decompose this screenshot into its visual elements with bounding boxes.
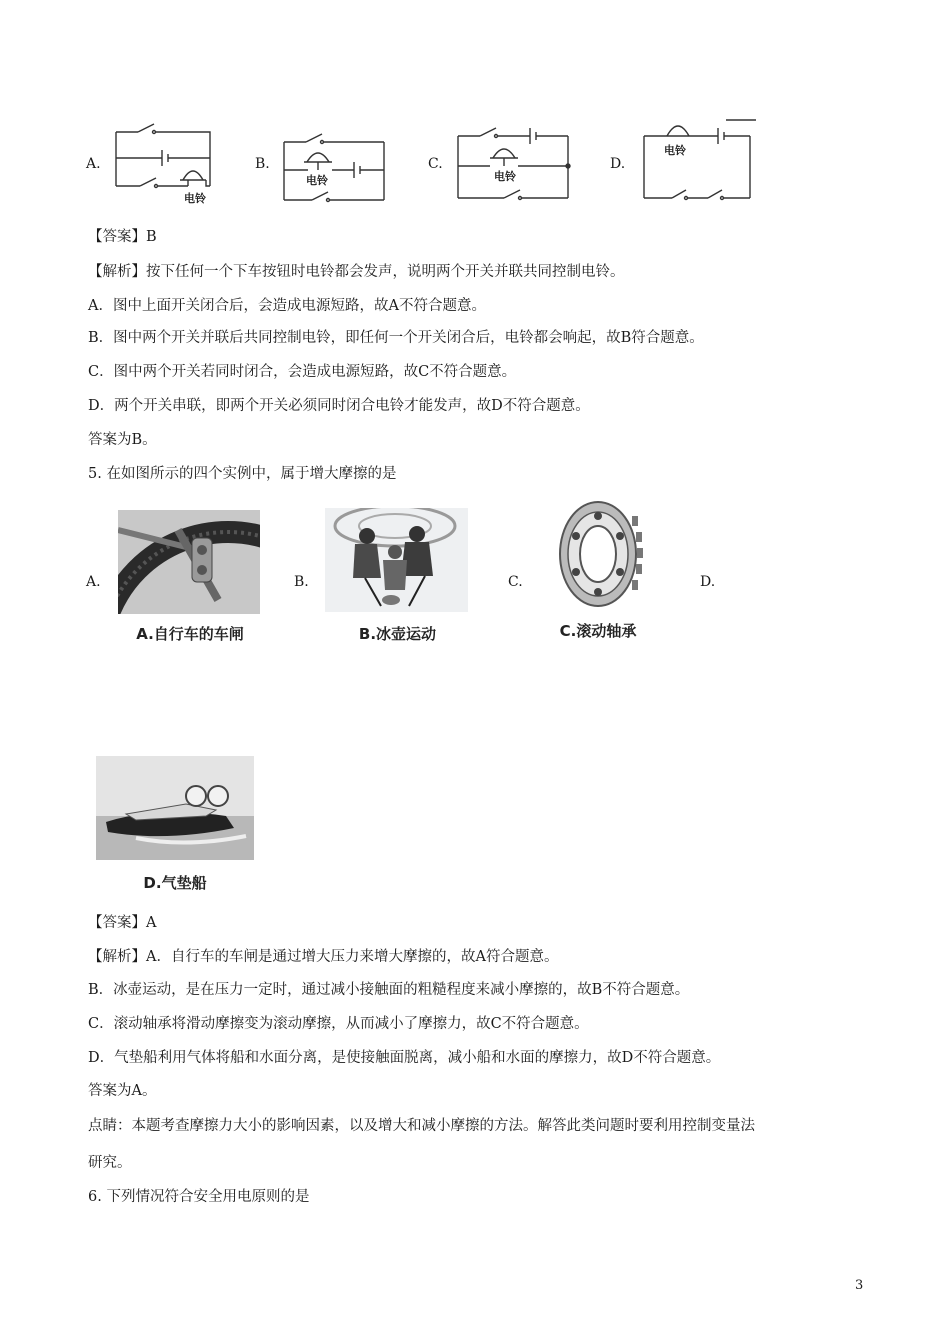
q4-explanation-a: A．图中上面开关闭合后，会造成电源短路，故A不符合题意。 bbox=[88, 298, 486, 314]
q4-circuit-d-diagram bbox=[636, 112, 760, 208]
q5-tip-line-1: 点睛：本题考查摩擦力大小的影响因素，以及增大和减小摩擦的方法。解答此类问题时要利用控制变量法 bbox=[88, 1118, 755, 1134]
page-number: 3 bbox=[855, 1278, 864, 1293]
q4-option-b-label: B. bbox=[255, 156, 270, 172]
bell-label-c: 电铃 bbox=[494, 170, 516, 183]
q5-option-a-label: A. bbox=[86, 574, 101, 590]
q4-answer: 【答案】B bbox=[88, 229, 157, 245]
q6-question-stem: 6. 下列情况符合安全用电原则的是 bbox=[88, 1189, 310, 1205]
q4-explanation-d: D．两个开关串联，即两个开关必须同时闭合电铃才能发声，故D不符合题意。 bbox=[88, 398, 590, 414]
caption-d: D.气垫船 bbox=[143, 874, 207, 892]
q5-option-b-label: B. bbox=[294, 574, 309, 590]
q4-explanation-intro: 【解析】按下任何一个下车按钮时电铃都会发声，说明两个开关并联共同控制电铃。 bbox=[88, 264, 625, 280]
q4-option-d-label: D. bbox=[610, 156, 626, 172]
q5-explanation-intro: 【解析】A．自行车的车闸是通过增大压力来增大摩擦的，故A符合题意。 bbox=[88, 949, 559, 965]
q5-question-stem: 5. 在如图所示的四个实例中，属于增大摩擦的是 bbox=[88, 466, 397, 482]
caption-b: B.冰壶运动 bbox=[358, 625, 437, 643]
q5-tip-line-2: 研究。 bbox=[88, 1155, 132, 1171]
rolling-bearing-photo bbox=[538, 496, 660, 614]
q4-option-c-label: C. bbox=[428, 156, 443, 172]
q5-option-d-label: D. bbox=[700, 574, 716, 590]
q5-answer: 【答案】A bbox=[88, 915, 157, 931]
q4-circuit-c-diagram bbox=[452, 120, 576, 208]
bicycle-brake-photo bbox=[118, 510, 260, 614]
q5-option-c-label: C. bbox=[508, 574, 523, 590]
q4-explanation-c: C．图中两个开关若同时闭合，会造成电源短路，故C不符合题意。 bbox=[88, 364, 517, 380]
bell-label-d: 电铃 bbox=[664, 144, 686, 157]
bell-label-b: 电铃 bbox=[306, 174, 328, 187]
q4-circuit-b-diagram bbox=[278, 126, 390, 210]
q4-explanation-b: B．图中两个开关并联后共同控制电铃，即任何一个开关闭合后，电铃都会响起，故B符合题意。 bbox=[88, 330, 704, 346]
bell-label-a: 电铃 bbox=[184, 192, 206, 205]
q5-explanation-d: D．气垫船利用气体将船和水面分离，是使接触面脱离，减小船和水面的摩擦力，故D不符合题意。 bbox=[88, 1050, 721, 1066]
caption-c: C.滚动轴承 bbox=[559, 622, 637, 640]
curling-photo bbox=[325, 508, 468, 612]
q5-explanation-b: B．冰壶运动，是在压力一定时，通过减小接触面的粗糙程度来减小摩擦的，故B不符合题意。 bbox=[88, 982, 690, 998]
q5-conclusion: 答案为A。 bbox=[88, 1083, 157, 1099]
q4-option-a-label: A. bbox=[86, 156, 101, 172]
q5-explanation-c: C．滚动轴承将滑动摩擦变为滚动摩擦，从而减小了摩擦力，故C不符合题意。 bbox=[88, 1016, 589, 1032]
q4-circuit-a-diagram bbox=[110, 118, 220, 208]
caption-a: A.自行车的车闸 bbox=[136, 625, 244, 643]
hovercraft-photo bbox=[96, 756, 254, 860]
q4-conclusion: 答案为B。 bbox=[88, 432, 157, 448]
